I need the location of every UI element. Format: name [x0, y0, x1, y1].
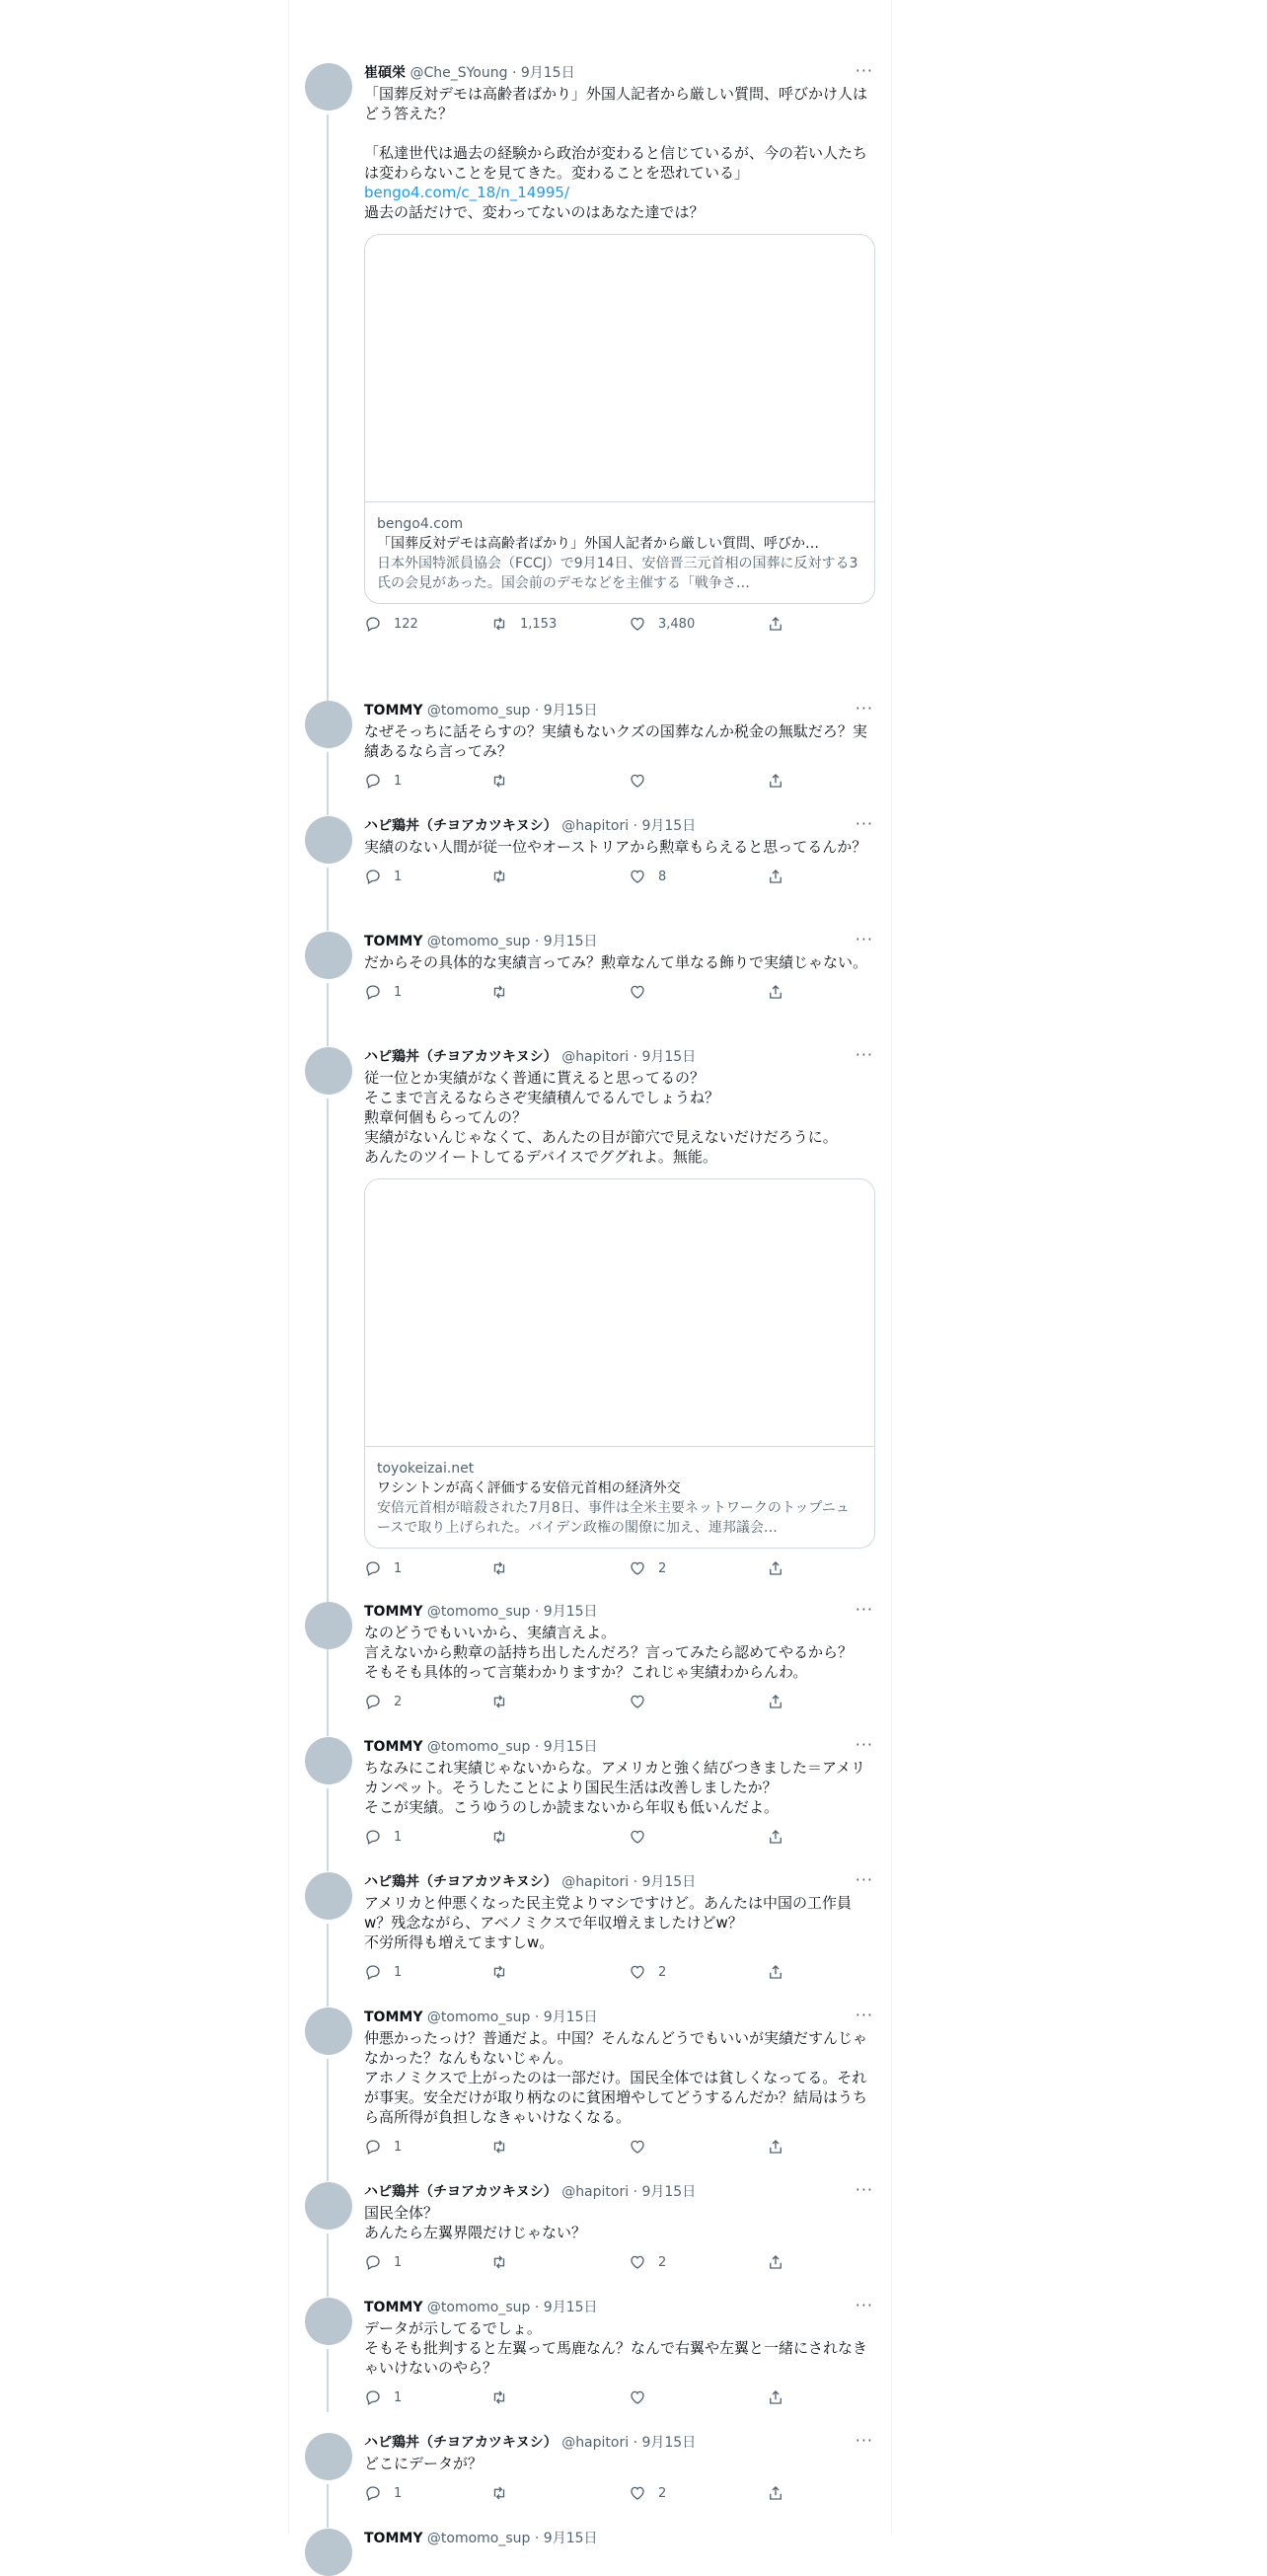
author-name[interactable]: TOMMY — [364, 1739, 423, 1755]
tweet-text: だからその具体的な実績言ってみ？勲章なんて単なる飾りで実績じゃない。 — [364, 953, 868, 971]
like-button[interactable] — [629, 2483, 666, 2503]
tweet-actions — [364, 1827, 875, 1847]
tweet-header: TOMMY @tomomo_sup · 9月15日 ··· — [364, 1600, 873, 1620]
author-handle[interactable]: @hapitori — [561, 1049, 630, 1065]
share-button[interactable] — [767, 1827, 784, 1847]
author-handle[interactable]: @Che_SYoung — [410, 65, 508, 81]
tweet-header: ハピ鶏丼（チヨアカツキヌシ） @hapitori · 9月15日 ··· — [364, 814, 873, 834]
reply-icon — [364, 2253, 382, 2271]
like-count: 2 — [658, 1560, 667, 1576]
retweet-button[interactable] — [490, 771, 520, 791]
share-button[interactable] — [767, 2483, 784, 2503]
tweet-date[interactable]: 9月15日 — [641, 2184, 697, 2200]
tweet-text: なぜそっちに話そらすの？実績もないクズの国葬なんか税金の無駄だろ？実績あるなら言ってみ？ — [364, 722, 867, 760]
avatar[interactable] — [305, 1047, 352, 1095]
tweet-text: 仲悪かったっけ？普通だよ。中国？そんなんどうでもいいが実績だすんじゃなかった？なんもないじゃん。 アホノミクスで上がったのは一部だけ。国民全体では貧しくなってる。それが事実。安全だけが取り柄なのに貧困増やしてどうするんだか？結局はうちら高所得が負担しなきゃいけなくなる。 — [364, 2029, 868, 2126]
like-count: 3,480 — [658, 616, 696, 632]
reply-count: 122 — [394, 616, 418, 632]
avatar[interactable] — [305, 701, 352, 748]
tweet-actions — [364, 771, 875, 791]
reply-button[interactable] — [364, 1827, 402, 1847]
share-button[interactable] — [767, 771, 784, 791]
share-icon — [767, 2253, 784, 2271]
like-button[interactable] — [629, 614, 695, 634]
share-icon — [767, 1828, 784, 1846]
author-handle[interactable]: @tomomo_sup — [426, 2009, 531, 2025]
retweet-icon — [490, 615, 508, 633]
tweet-text: データが示してるでしょ。 そもそも批判すると左翼って馬鹿なん？なんで右翼や左翼と一緒にされなきゃいけないのやら？ — [364, 2319, 868, 2377]
reply-count: 1 — [394, 869, 403, 884]
thread-line — [327, 1788, 329, 1871]
timeline-column — [288, 0, 892, 2546]
reply-button[interactable] — [364, 614, 418, 634]
tweet-actions — [364, 2252, 875, 2272]
reply-icon — [364, 868, 382, 885]
author-handle[interactable]: @tomomo_sup — [426, 703, 531, 719]
heart-icon — [629, 2138, 646, 2156]
tweet-date[interactable]: 9月15日 — [543, 703, 598, 719]
thread-line — [327, 868, 329, 931]
heart-icon — [629, 2388, 646, 2406]
share-icon — [767, 615, 784, 633]
reply-button[interactable] — [364, 2252, 402, 2272]
like-button[interactable] — [629, 1827, 658, 1847]
tweet-text: 従一位とか実績がなく普通に貰えると思ってるの？ そこまで言えるならさぞ実績積んでるんでしょうね？ 勲章何個もらってんの？ 実績がないんじゃなくて、あんたの目が節穴で見えないだけだろうに。 あんたのツイートしてるデバイスでググれよ。無能。 — [364, 1069, 838, 1166]
tweet-actions — [364, 1962, 875, 1982]
retweet-icon — [490, 2484, 508, 2502]
retweet-icon — [490, 983, 508, 1001]
card-image — [365, 235, 874, 502]
reply-icon — [364, 772, 382, 790]
card-domain: toyokeizai.net — [377, 1461, 475, 1477]
more-options-icon[interactable]: ··· — [855, 699, 873, 718]
avatar[interactable] — [305, 2298, 352, 2345]
share-button[interactable] — [767, 867, 784, 886]
author-handle[interactable]: @tomomo_sup — [426, 2531, 531, 2546]
reply-icon — [364, 1963, 382, 1981]
tweet-header: TOMMY @tomomo_sup · 9月15日 ··· — [364, 930, 873, 949]
share-icon — [767, 1559, 784, 1577]
reply-count: 1 — [394, 2139, 403, 2155]
thread-line — [327, 1099, 329, 1653]
reply-icon — [364, 2138, 382, 2156]
reply-count: 1 — [394, 773, 403, 789]
author-name[interactable]: ハピ鶏丼（チヨアカツキヌシ） — [364, 2184, 558, 2200]
author-name[interactable]: TOMMY — [364, 703, 423, 719]
share-icon — [767, 1693, 784, 1710]
retweet-icon — [490, 2388, 508, 2406]
more-options-icon[interactable]: ··· — [855, 2296, 873, 2314]
retweet-button[interactable] — [490, 2483, 520, 2503]
avatar[interactable] — [305, 932, 352, 979]
tweet-header: ハピ鶏丼（チヨアカツキヌシ） @hapitori · 9月15日 ··· — [364, 2431, 873, 2451]
reply-count: 1 — [394, 1964, 403, 1980]
like-button[interactable] — [629, 1962, 666, 1982]
tweet-text: どこにデータが？ — [364, 2455, 484, 2472]
reply-icon — [364, 1828, 382, 1846]
author-handle[interactable]: @hapitori — [561, 2435, 630, 2451]
author-handle[interactable]: @tomomo_sup — [426, 1739, 531, 1755]
author-name[interactable]: TOMMY — [364, 2531, 423, 2546]
share-button[interactable] — [767, 1962, 784, 1982]
more-options-icon[interactable]: ··· — [855, 1870, 873, 1889]
retweet-button[interactable] — [490, 614, 557, 634]
tweet-header: TOMMY @tomomo_sup · 9月15日 — [364, 2531, 598, 2546]
retweet-button[interactable] — [490, 2387, 520, 2407]
tweet-date[interactable]: 9月15日 — [520, 65, 575, 81]
tweet-header: ハピ鶏丼（チヨアカツキヌシ） @hapitori · 9月15日 ··· — [364, 2180, 873, 2200]
thread-line — [327, 114, 329, 701]
link-card[interactable] — [364, 1178, 875, 1549]
reply-button[interactable] — [364, 867, 402, 886]
reply-count: 1 — [394, 2254, 403, 2270]
tweet-text: ちなみにこれ実績じゃないからな。アメリカと強く結びつきました＝アメリカンペット。そうしたことにより国民生活は改善しましたか？ そこが実績。こうゆうのしか読まないから年収も低いんだよ。 — [364, 1759, 866, 1816]
reply-button[interactable] — [364, 2137, 402, 2157]
share-icon — [767, 1963, 784, 1981]
heart-icon — [629, 1963, 646, 1981]
share-button[interactable] — [767, 982, 784, 1002]
reply-button[interactable] — [364, 982, 402, 1002]
share-button[interactable] — [767, 1558, 784, 1578]
like-button[interactable] — [629, 982, 658, 1002]
author-handle[interactable]: @hapitori — [561, 818, 630, 834]
like-button[interactable] — [629, 1692, 658, 1711]
retweet-button[interactable] — [490, 1827, 520, 1847]
tweet-text: アメリカと仲悪くなった民主党よりマシですけど。あんたは中国の工作員w？残念ながら、アベノミクスで年収増えましたけどw？ 不労所得も増えてますしw。 — [364, 1894, 852, 1951]
tweet-date[interactable]: 9月15日 — [543, 2009, 598, 2025]
retweet-button[interactable] — [490, 1558, 520, 1578]
more-options-icon[interactable]: ··· — [855, 814, 873, 833]
more-options-icon[interactable]: ··· — [855, 61, 873, 80]
reply-count: 1 — [394, 2485, 403, 2501]
retweet-icon — [490, 868, 508, 885]
tweet-header: ハピ鶏丼（チヨアカツキヌシ） @hapitori · 9月15日 ··· — [364, 1045, 873, 1065]
tweet-text: 国民全体？ あんたら左翼界隈だけじゃない？ — [364, 2204, 587, 2241]
tweet-actions — [364, 1692, 875, 1711]
heart-icon — [629, 983, 646, 1001]
heart-icon — [629, 868, 646, 885]
share-icon — [767, 868, 784, 885]
reply-count: 1 — [394, 1560, 403, 1576]
reply-button[interactable] — [364, 1692, 402, 1711]
tweet-actions — [364, 2387, 875, 2407]
author-name[interactable]: ハピ鶏丼（チヨアカツキヌシ） — [364, 1874, 558, 1890]
like-count: 2 — [658, 2485, 667, 2501]
thread-line — [327, 2059, 329, 2181]
like-button[interactable] — [629, 2137, 658, 2157]
tweet-date[interactable]: 9月15日 — [543, 1604, 598, 1620]
share-icon — [767, 2388, 784, 2406]
reply-icon — [364, 2484, 382, 2502]
heart-icon — [629, 2484, 646, 2502]
like-count: 8 — [658, 869, 667, 884]
more-options-icon[interactable]: ··· — [855, 1045, 873, 1064]
tweet-header: ハピ鶏丼（チヨアカツキヌシ） @hapitori · 9月15日 ··· — [364, 1870, 873, 1890]
tweet-header: TOMMY @tomomo_sup · 9月15日 ··· — [364, 1735, 873, 1755]
reply-button[interactable] — [364, 1962, 402, 1982]
heart-icon — [629, 615, 646, 633]
like-count: 2 — [658, 2254, 667, 2270]
tweet-text: 実績のない人間が従一位やオーストリアから勲章もらえると思ってるんか？ — [364, 838, 867, 856]
reply-icon — [364, 1559, 382, 1577]
retweet-button[interactable] — [490, 867, 520, 886]
heart-icon — [629, 1828, 646, 1846]
author-name[interactable]: ハピ鶏丼（チヨアカツキヌシ） — [364, 818, 558, 834]
author-handle[interactable]: @tomomo_sup — [426, 934, 531, 949]
tweet-actions — [364, 982, 875, 1002]
author-name[interactable]: TOMMY — [364, 2300, 423, 2315]
tweet-actions — [364, 2137, 875, 2157]
share-button[interactable] — [767, 2137, 784, 2157]
author-name[interactable]: TOMMY — [364, 1604, 423, 1620]
more-options-icon[interactable]: ··· — [855, 930, 873, 948]
tweet-date[interactable]: 9月15日 — [543, 934, 598, 949]
more-options-icon[interactable]: ··· — [855, 2431, 873, 2450]
card-image — [365, 1179, 874, 1447]
thread-line — [327, 2349, 329, 2412]
card-domain: bengo4.com — [377, 516, 464, 532]
avatar[interactable] — [305, 2529, 352, 2576]
avatar[interactable] — [305, 2182, 352, 2230]
more-options-icon[interactable]: ··· — [855, 2180, 873, 2199]
reply-button[interactable] — [364, 1558, 402, 1578]
thread-line — [327, 2234, 329, 2297]
retweet-button[interactable] — [490, 2252, 520, 2272]
author-handle[interactable]: @hapitori — [561, 2184, 630, 2200]
thread-line — [327, 1653, 329, 1736]
retweet-icon — [490, 2253, 508, 2271]
retweet-button[interactable] — [490, 2137, 520, 2157]
card-title: 「国葬反対デモは高齢者ばかり」外国人記者から厳しい質問、呼びか… — [377, 536, 819, 552]
reply-button[interactable] — [364, 2483, 402, 2503]
reply-icon — [364, 615, 382, 633]
tweet-header: TOMMY @tomomo_sup · 9月15日 ··· — [364, 2006, 873, 2025]
tweet-date[interactable]: 9月15日 — [641, 1874, 697, 1890]
tweet-date[interactable]: 9月15日 — [641, 2435, 697, 2451]
card-description: 日本外国特派員協会（FCCJ）で9月14日、安倍晋三元首相の国葬に反対する3氏の会見があった。国会前のデモなどを主催する「戦争さ… — [377, 556, 858, 591]
tweet-link[interactable]: bengo4.com/c_18/n_14995/ — [364, 184, 570, 201]
author-handle[interactable]: @tomomo_sup — [426, 1604, 531, 1620]
reply-button[interactable] — [364, 771, 402, 791]
more-options-icon[interactable]: ··· — [855, 1600, 873, 1619]
share-button[interactable] — [767, 2387, 784, 2407]
card-title: ワシントンが高く評価する安倍元首相の経済外交 — [377, 1480, 681, 1496]
retweet-icon — [490, 772, 508, 790]
author-name[interactable]: ハピ鶏丼（チヨアカツキヌシ） — [364, 1049, 558, 1065]
retweet-icon — [490, 2138, 508, 2156]
avatar[interactable] — [305, 1872, 352, 1920]
share-button[interactable] — [767, 1692, 784, 1711]
tweet-header: TOMMY @tomomo_sup · 9月15日 ··· — [364, 699, 873, 719]
retweet-icon — [490, 1963, 508, 1981]
tweet-actions — [364, 867, 875, 886]
reply-count: 1 — [394, 984, 403, 1000]
tweet-actions — [364, 2483, 875, 2503]
share-button[interactable] — [767, 614, 784, 634]
author-handle[interactable]: @tomomo_sup — [426, 2300, 531, 2315]
tweet-actions — [364, 1558, 875, 1578]
tweet-text: 「国葬反対デモは高齢者ばかり」外国人記者から厳しい質問、呼びかけ人はどう答えた？ 「私達世代は過去の経験から政治が変わると信じているが、今の若い人たちは変わらないことを見てきた。変わることを恐れている」 bengo4.com/c_18/n_14995/ 過去の話だけで、変わってないのはあなた達では？ — [364, 85, 868, 221]
heart-icon — [629, 2253, 646, 2271]
heart-icon — [629, 1693, 646, 1710]
like-button[interactable] — [629, 1558, 666, 1578]
thread-line — [327, 1924, 329, 2007]
author-name[interactable]: TOMMY — [364, 2009, 423, 2025]
heart-icon — [629, 772, 646, 790]
reply-count: 1 — [394, 2389, 403, 2405]
like-button[interactable] — [629, 2387, 658, 2407]
reply-button[interactable] — [364, 2387, 402, 2407]
tweet-header: 崔碩栄 @Che_SYoung · 9月15日 ··· — [364, 61, 873, 81]
retweet-button[interactable] — [490, 1692, 520, 1711]
tweet-date[interactable]: 9月15日 — [543, 1739, 598, 1755]
share-icon — [767, 772, 784, 790]
reply-icon — [364, 1693, 382, 1710]
reply-icon — [364, 983, 382, 1001]
retweet-button[interactable] — [490, 1962, 520, 1982]
tweet-text: なのどうでもいいから、実績言えよ。 言えないから勲章の話持ち出したんだろ？言ってみたら認めてやるから？ そもそも具体的って言葉わかりますか？これじゃ実績わからんわ。 — [364, 1624, 854, 1681]
like-button[interactable] — [629, 867, 666, 886]
avatar[interactable] — [305, 1602, 352, 1649]
reply-count: 2 — [394, 1694, 403, 1709]
reply-icon — [364, 2388, 382, 2406]
author-name[interactable]: ハピ鶏丼（チヨアカツキヌシ） — [364, 2435, 558, 2451]
author-name[interactable]: 崔碩栄 — [364, 65, 406, 81]
tweet-date[interactable]: 9月15日 — [543, 2531, 598, 2546]
tweet-actions — [364, 614, 875, 634]
like-button[interactable] — [629, 2252, 666, 2272]
avatar[interactable] — [305, 2008, 352, 2055]
avatar[interactable] — [305, 816, 352, 864]
like-count: 2 — [658, 1964, 667, 1980]
like-button[interactable] — [629, 771, 658, 791]
tweet-date[interactable]: 9月15日 — [641, 818, 697, 834]
more-options-icon[interactable]: ··· — [855, 2006, 873, 2024]
retweet-icon — [490, 1559, 508, 1577]
retweet-button[interactable] — [490, 982, 520, 1002]
more-options-icon[interactable]: ··· — [855, 1735, 873, 1754]
retweet-icon — [490, 1693, 508, 1710]
avatar[interactable] — [305, 1737, 352, 1784]
heart-icon — [629, 1559, 646, 1577]
tweet-date[interactable]: 9月15日 — [543, 2300, 598, 2315]
thread-line — [327, 983, 329, 1046]
share-icon — [767, 983, 784, 1001]
thread-line — [327, 2484, 329, 2528]
tweet-date[interactable]: 9月15日 — [641, 1049, 697, 1065]
author-handle[interactable]: @hapitori — [561, 1874, 630, 1890]
retweet-icon — [490, 1828, 508, 1846]
card-description: 安倍元首相が暗殺された7月8日、事件は全米主要ネットワークのトップニュースで取り上げられた。バイデン政権の閣僚に加え、連邦議会… — [377, 1500, 850, 1536]
thread-line — [327, 752, 329, 815]
author-name[interactable]: TOMMY — [364, 934, 423, 949]
reply-count: 1 — [394, 1829, 403, 1845]
share-icon — [767, 2484, 784, 2502]
share-button[interactable] — [767, 2252, 784, 2272]
tweet-header: TOMMY @tomomo_sup · 9月15日 ··· — [364, 2296, 873, 2315]
avatar[interactable] — [305, 63, 352, 111]
avatar[interactable] — [305, 2433, 352, 2480]
retweet-count: 1,153 — [520, 616, 558, 632]
share-icon — [767, 2138, 784, 2156]
link-card[interactable] — [364, 234, 875, 604]
